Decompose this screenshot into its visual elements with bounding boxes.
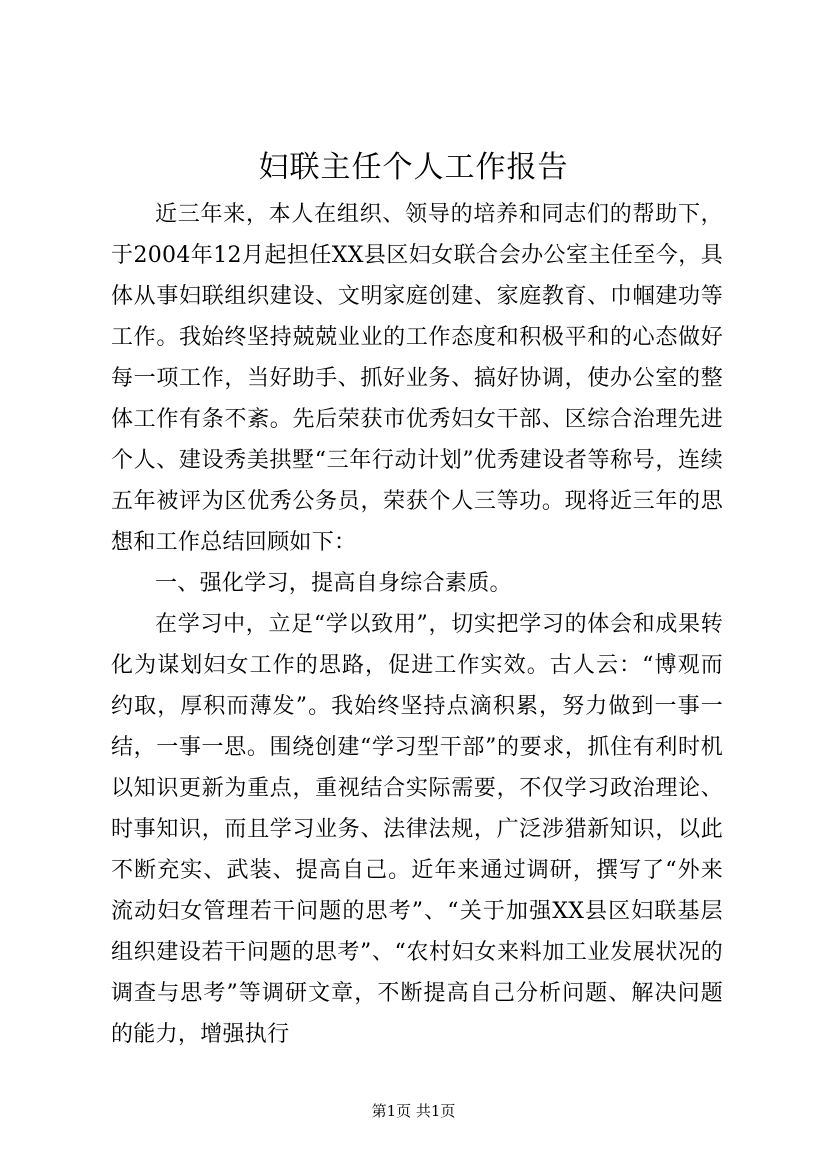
page-footer: 第1页 共1页 <box>371 1102 456 1120</box>
document-title: 妇联主任个人工作报告 <box>258 150 569 185</box>
paragraph-intro: 近三年来，本人在组织、领导的培养和同志们的帮助下，于2004年12月起担任XX县区妇女联合会办公室主任至今，具体从事妇联组织建设、文明家庭创建、家庭教育、巾帼建功等工作。我始终坚持兢兢业业的工作态度和积极平和的心态做好每一项工作，当好助手、抓好业务、搞好协调，使办公室的整体工作有条不紊。先后荣获市优秀妇女干部、区综合治理先进个人、建设秀美拱墅“三年行动计划”优秀建设者等称号，连续五年被评为区优秀公务员，荣获个人三等功。现将近三年的思想和工作总结回顾如下： <box>111 202 723 555</box>
paragraph-study: 在学习中，立足“学以致用”，切实把学习的体会和成果转化为谋划妇女工作的思路，促进工作实效。古人云：“博观而约取，厚积而薄发”。我始终坚持点滴积累，努力做到一事一结，一事一思。围绕创建“学习型干部”的要求，抓住有利时机以知识更新为重点，重视结合实际需要，不仅学习政治理论、时事知识，而且学习业务、法律法规，广泛涉猎新知识，以此不断充实、武装、提高自己。近年来通过调研，撰写了“外来流动妇女管理若干问题的思考”、“关于加强XX县区妇联基层组织建设若干问题的思考”、“农村妇女来料加工业发展状况的调查与思考”等调研文章，不断提高自己分析问题、解决问题的能力，增强执行 <box>111 612 723 1047</box>
document-body <box>111 194 723 1055</box>
paragraph-section-heading: 一、强化学习，提高自身综合素质。 <box>155 571 512 596</box>
